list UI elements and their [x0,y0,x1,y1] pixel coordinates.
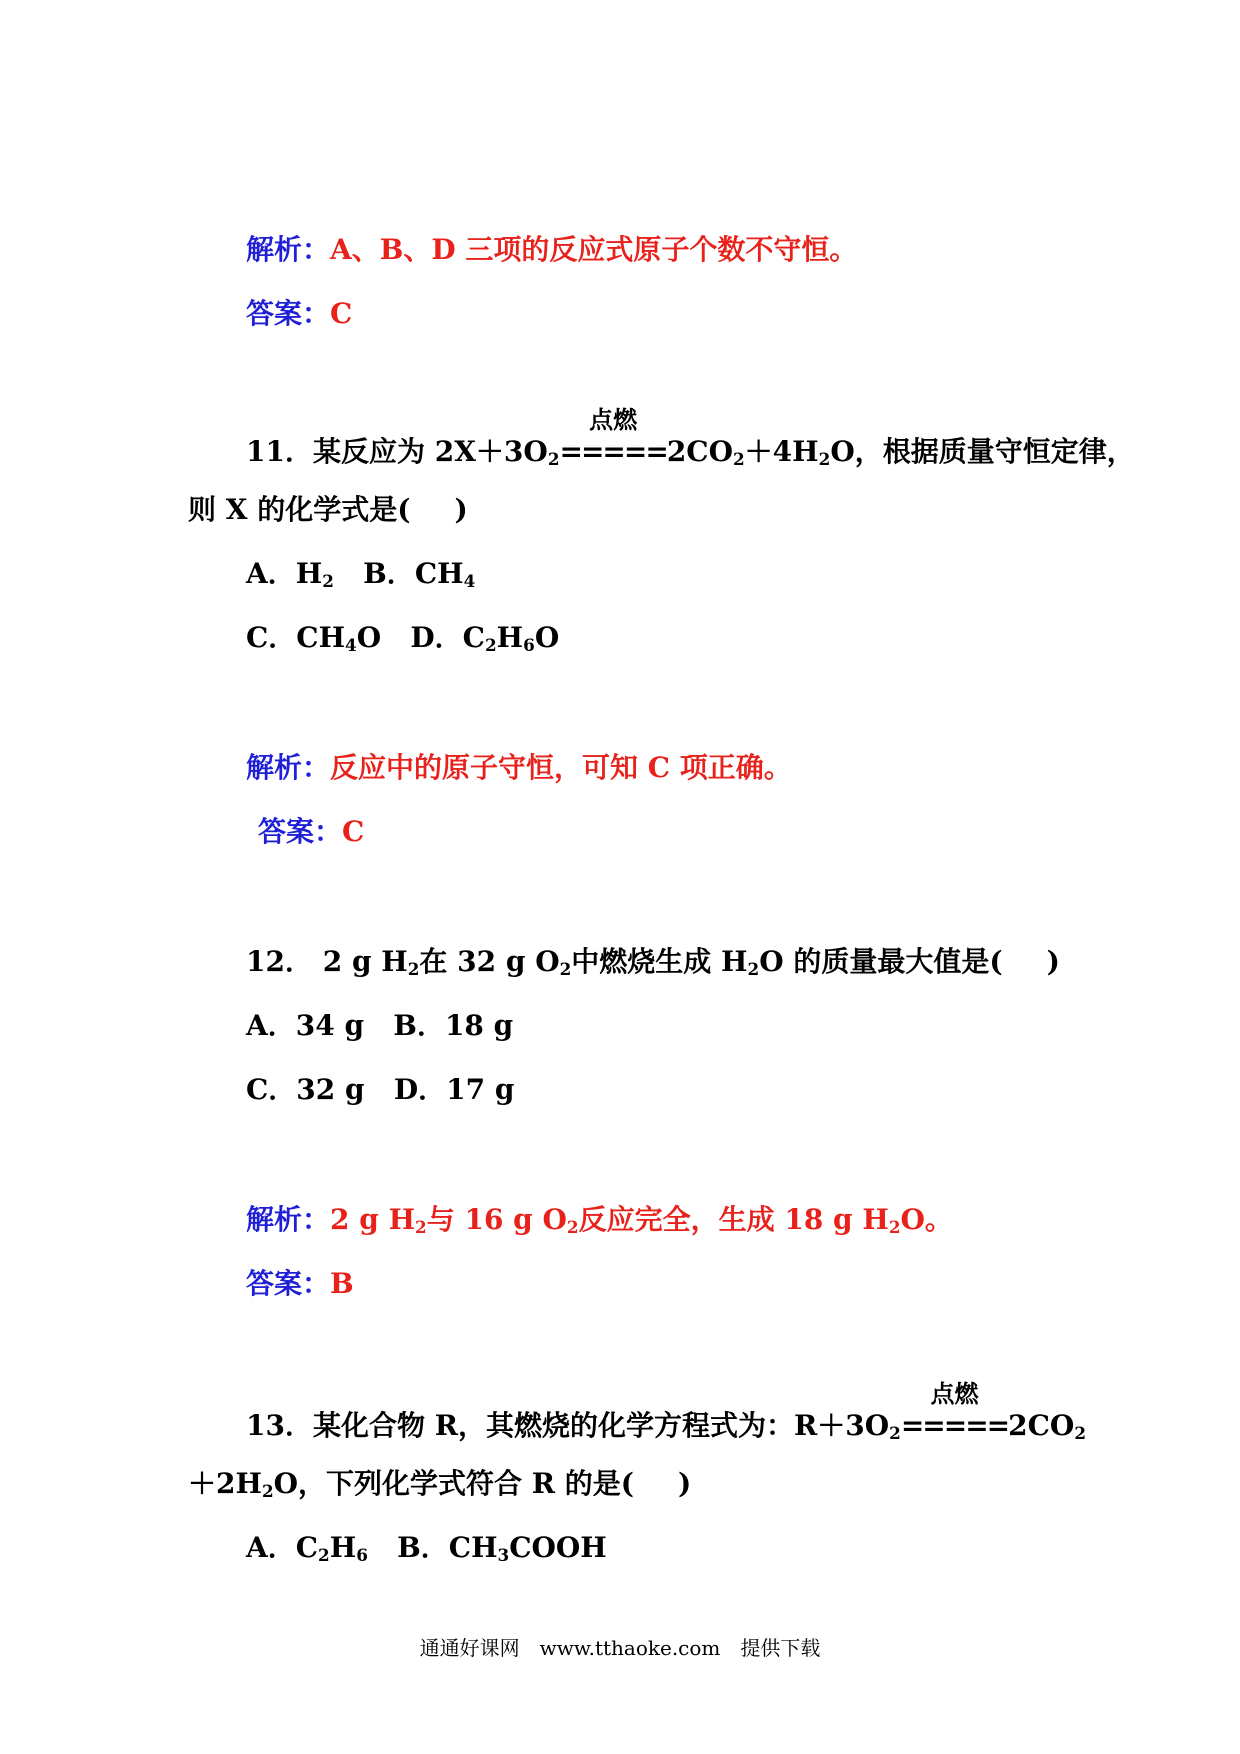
q12-solution [246,1202,953,1238]
q11-solution [246,750,792,786]
answer-value: C [342,815,365,848]
q11-options-ab [246,556,475,592]
solution-text: 2 g $H_2$与 16 g $O_2$反应完全，生成 18 g $H_2O$。 [330,1203,953,1238]
q10-answer [246,296,352,332]
q12-options-ab [246,1008,513,1044]
option-a: A．34 g [246,1009,365,1042]
q11-stem-line2: 则 X 的化学式是( ) [188,493,468,526]
option-b: B．18 g [393,1009,514,1042]
q12-stem: 12． 2 g $H_2$在 32 g $O_2$中燃烧生成 $H_2O$ 的质量最大值是( ) [246,945,1060,980]
option-d: D．$C_2H_6O$ [410,621,560,656]
option-c: C．32 g [246,1073,365,1106]
option-d: D．17 g [393,1073,515,1106]
q12-answer [246,1266,354,1302]
answer-value: C [330,297,353,330]
q12-options-cd [246,1072,514,1108]
q13-stem-line2: $+2H_2O$，下列化学式符合 R 的是( ) [188,1467,692,1502]
answer-label: 答案： [258,815,343,848]
option-a: A．$H_2$ [246,557,334,592]
option-b: B．$CH_4$ [363,557,476,592]
option-b: B．$CH_3COOH$ [397,1531,607,1566]
q11-answer [258,814,364,850]
answer-value: B [330,1267,354,1300]
option-c: C．$CH_4O$ [246,621,382,656]
q11-stem-line1: 11．某反应为 $2X+3O_2$ 点燃 $=====2CO_2+4H_2O$，根据质量守恒定律， [246,405,1135,470]
ignition-condition: 点燃 ===== [900,1379,1009,1442]
q13-options-ab [246,1530,607,1566]
page-footer: 通通好课网 www.tthaoke.com 提供下载 [419,1636,821,1660]
solution-label: 解析： [246,1203,331,1236]
q13-stem-line1: 13．某化合物 R，其燃烧的化学方程式为：$R+3O_2$ 点燃 $=====2CO_2$ [246,1379,1086,1444]
solution-text: A、B、D 三项的反应式原子个数不守恒。 [330,233,858,266]
question-number: 11． [246,435,313,468]
ignition-condition: 点燃 ===== [559,405,667,468]
answer-label: 答案： [246,1267,331,1300]
answer-label: 答案： [246,297,331,330]
q11-options-cd [246,620,559,656]
solution-label: 解析： [246,751,331,784]
question-number: 12． [246,945,313,978]
q10-solution [246,232,857,268]
solution-text: 反应中的原子守恒，可知 C 项正确。 [330,751,792,784]
option-a: A．$C_2H_6$ [246,1531,368,1566]
question-number: 13． [246,1409,313,1442]
solution-label: 解析： [246,233,331,266]
